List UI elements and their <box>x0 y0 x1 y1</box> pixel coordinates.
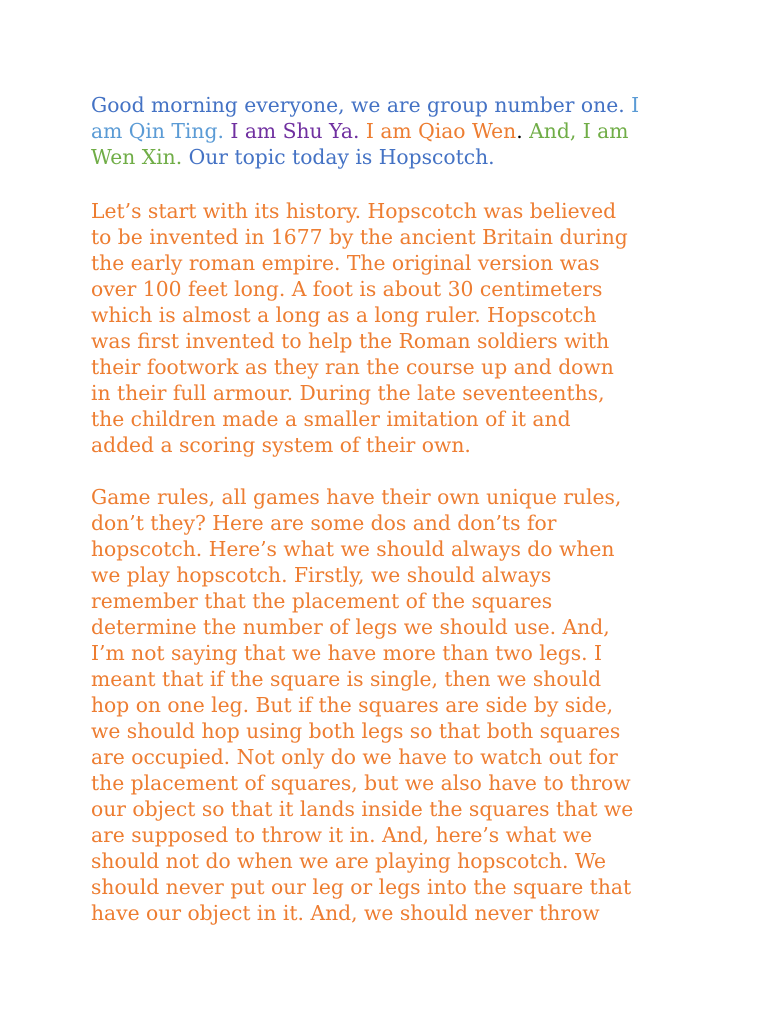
history-line: which is almost a long as a long ruler. Hopscotch <box>91 303 597 327</box>
history-line: added a scoring system of their own. <box>91 433 471 457</box>
history-line: over 100 feet long. A foot is about 30 centimeters <box>91 277 603 301</box>
intro-greeting: Good morning everyone, we are group number one. <box>91 93 632 117</box>
rules-line: hopscotch. Here’s what we should always do when <box>91 537 615 561</box>
rules-line: we play hopscotch. Firstly, we should always <box>91 563 552 587</box>
rules-line: Game rules, all games have their own unique rules, <box>91 485 622 509</box>
rules-line: meant that if the square is single, then we should <box>91 667 602 691</box>
history-line: in their full armour. During the late seventeenths, <box>91 381 605 405</box>
history-line: to be invented in 1677 by the ancient Britain during <box>91 225 628 249</box>
intro-speaker-shu-ya: I am Shu Ya. <box>230 119 366 143</box>
history-line: Let’s start with its history. Hopscotch was believed <box>91 199 617 223</box>
rules-line: are supposed to throw it in. And, here’s what we <box>91 823 593 847</box>
rules-line: hop on one leg. But if the squares are side by side, <box>91 693 614 717</box>
intro-topic: Our topic today is Hopscotch. <box>188 145 495 169</box>
intro-punctuation: . <box>516 119 530 143</box>
intro-paragraph <box>91 92 691 170</box>
intro-speaker-qiao-wen: I am Qiao Wen <box>365 119 517 143</box>
rules-line: should never put our leg or legs into the square that <box>91 875 632 899</box>
intro-speaker-qin-ting: I <box>631 93 640 117</box>
history-line: the children made a smaller imitation of it and <box>91 407 571 431</box>
intro-speaker-wen-xin: Wen Xin. <box>91 145 189 169</box>
history-line: the early roman empire. The original version was <box>91 251 600 275</box>
rules-line: our object so that it lands inside the squares that we <box>91 797 634 821</box>
history-line: was first invented to help the Roman soldiers with <box>91 329 610 353</box>
rules-line: the placement of squares, but we also have to throw <box>91 771 631 795</box>
intro-speaker-qin-ting: am Qin Ting. <box>91 119 231 143</box>
rules-line: remember that the placement of the squares <box>91 589 553 613</box>
intro-line-1 <box>91 92 691 118</box>
rules-line: determine the number of legs we should use. And, <box>91 615 610 639</box>
rules-line: we should hop using both legs so that both squares <box>91 719 621 743</box>
intro-line-2 <box>91 118 691 144</box>
intro-line-3 <box>91 144 691 170</box>
rules-line: I’m not saying that we have more than two legs. I <box>91 641 603 665</box>
intro-speaker-wen-xin: And, I am <box>529 119 629 143</box>
rules-line: should not do when we are playing hopscotch. We <box>91 849 607 873</box>
rules-paragraph <box>91 484 691 926</box>
rules-line: don’t they? Here are some dos and don’ts for <box>91 511 557 535</box>
rules-line: are occupied. Not only do we have to watch out for <box>91 745 618 769</box>
rules-line: have our object in it. And, we should never throw <box>91 901 600 925</box>
history-paragraph <box>91 198 691 458</box>
history-line: their footwork as they ran the course up and down <box>91 355 614 379</box>
